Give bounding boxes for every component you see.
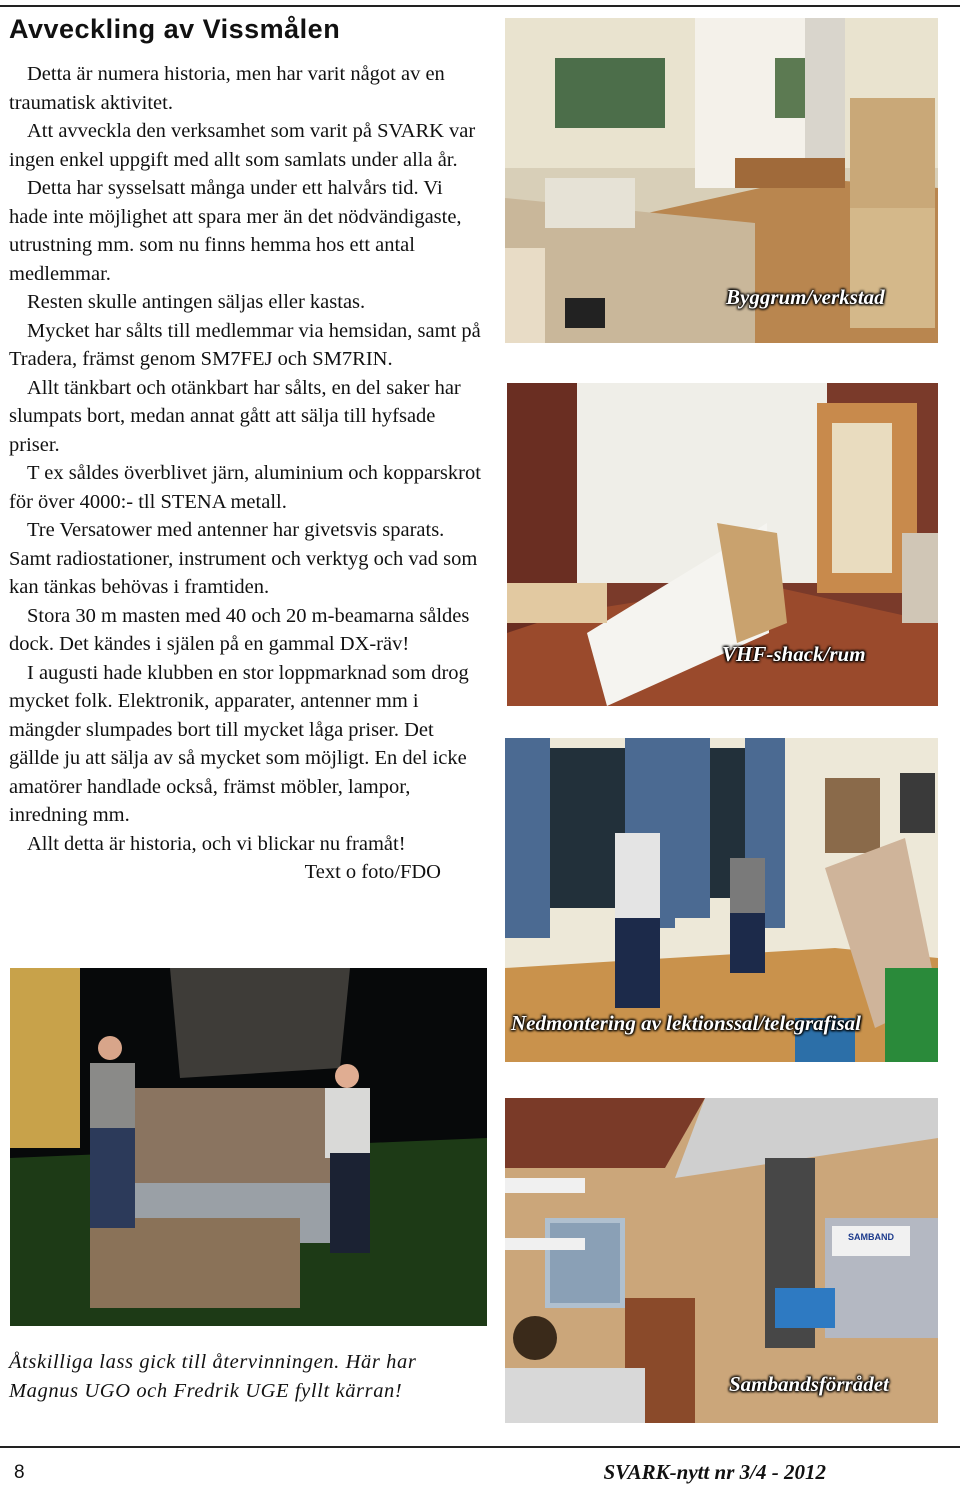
footer-rule bbox=[0, 1446, 960, 1448]
paragraph: Allt tänkbart och otänkbart har sålts, en del saker har slumpats bort, medan annat gått att sälja till hyfsade priser. bbox=[9, 376, 461, 456]
dismantle-caption: Nedmontering av lektionssal/telegrafisal bbox=[511, 1011, 861, 1035]
paragraph: T ex såldes överblivet järn, aluminium och kopparskrot för över 4000:- tll STENA metall. bbox=[9, 462, 481, 513]
paragraph: Detta är numera historia, men har varit något av en traumatisk aktivitet. bbox=[9, 63, 445, 114]
samband-sign: SAMBAND bbox=[848, 1232, 894, 1242]
paragraph: Tre Versatower med antenner har givetsvis sparats. Samt radiostationer, instrument och verktyg och vad som kan tänkas behövas i framtiden. bbox=[9, 519, 478, 598]
paragraph: I augusti hade klubben en stor loppmarknad som drog mycket folk. Elektronik, apparater, antenner mm i mängder slumpades bort till mycket låga priser. Det gällde ju att sälja av så mycket som möjligt. En del icke amatörer handlade också, främst möbler, lampor, inredning mm. bbox=[9, 661, 469, 826]
page-title: Avveckling av Vissmålen bbox=[9, 14, 341, 44]
workshop-photo bbox=[505, 18, 938, 343]
paragraph: Stora 30 m masten med 40 och 20 m-beamarna såldes dock. Det kändes i själen på en gammal DX-räv! bbox=[9, 604, 470, 655]
article-body bbox=[9, 60, 483, 887]
storage-caption: Sambandsförrådet bbox=[729, 1372, 889, 1396]
dismantle-photo bbox=[505, 738, 938, 1062]
top-rule bbox=[0, 5, 960, 7]
photo-credit: Text o foto/FDO bbox=[304, 861, 441, 883]
paragraph: Allt detta är historia, och vi blickar nu framåt! bbox=[27, 832, 406, 855]
workshop-caption: Byggrum/verkstad bbox=[726, 285, 885, 309]
vhf-shack-photo bbox=[507, 383, 938, 706]
trailer-caption: Åtskilliga lass gick till återvinningen. Här har Magnus UGO och Fredrik UGE fyllt kärran! bbox=[9, 1351, 417, 1402]
trailer-photo bbox=[10, 968, 487, 1326]
paragraph: Att avveckla den verksamhet som varit på SVARK var ingen enkel uppgift med allt som samlats under alla år. bbox=[9, 120, 476, 171]
paragraph: Mycket har sålts till medlemmar via hemsidan, samt på Tradera, främst genom SM7FEJ och SM7RIN. bbox=[9, 319, 481, 370]
page-number: 8 bbox=[14, 1462, 25, 1483]
paragraph: Resten skulle antingen säljas eller kastas. bbox=[27, 291, 366, 313]
vhf-caption: VHF-shack/rum bbox=[722, 642, 866, 666]
storage-photo bbox=[505, 1098, 938, 1423]
publication-title: SVARK-nytt nr 3/4 - 2012 bbox=[603, 1460, 826, 1484]
paragraph: Detta har sysselsatt många under ett halvårs tid. Vi hade inte möjlighet att spara mer än det nödvändigaste, utrustning mm. som nu finns hemma hos ett antal medlemmar. bbox=[9, 177, 462, 285]
